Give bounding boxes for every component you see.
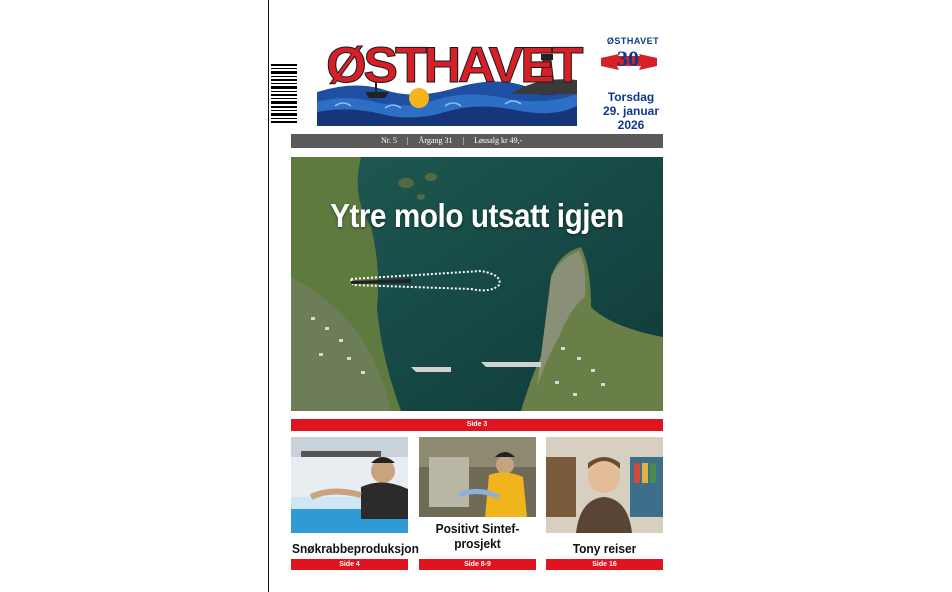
teaser-title-line2: prosjekt	[454, 536, 501, 551]
teaser-page-ref: Side 8-9	[419, 559, 536, 570]
date-year: 2026	[617, 118, 645, 132]
main-story-page-ref: Side 3	[291, 419, 663, 431]
tony-portrait-image	[546, 437, 663, 533]
date-weekday: Torsdag	[607, 90, 655, 104]
snow-crab-worker-image	[291, 437, 408, 533]
badge-text: ØSTHAVET	[606, 36, 660, 46]
teaser-photo	[546, 437, 663, 533]
issue-price: Løssalg kr 49,-	[474, 136, 523, 145]
teaser-title[interactable]	[420, 521, 535, 551]
date-day-month: 29. januar	[602, 104, 660, 118]
teaser-page-ref: Side 16	[546, 559, 663, 570]
teaser-photo	[419, 437, 536, 533]
teaser-sintef-project[interactable]	[419, 437, 536, 573]
barcode	[269, 62, 299, 126]
aerial-harbor-image	[291, 157, 663, 411]
separator: |	[407, 136, 409, 145]
issue-number: Nr. 5	[381, 136, 397, 145]
main-headline[interactable]: Ytre molo utsatt igjen	[330, 197, 624, 234]
separator: |	[462, 136, 465, 145]
masthead	[315, 36, 579, 128]
issue-date	[587, 90, 675, 132]
teaser-photo	[291, 437, 408, 533]
issue-volume: Årgang 31	[418, 136, 453, 145]
badge-number: 30	[617, 46, 639, 71]
fish-processing-image	[419, 437, 536, 517]
teaser-tony[interactable]	[546, 437, 663, 573]
newspaper-front-page	[268, 0, 684, 592]
teaser-title-line1: Positivt Sintef-	[435, 521, 520, 536]
teaser-snow-crab[interactable]	[291, 437, 419, 573]
anniversary-badge	[599, 36, 659, 86]
teaser-page-ref: Side 4	[291, 559, 408, 570]
main-story-photo[interactable]	[291, 157, 663, 411]
teaser-title[interactable]: Tony reiser	[572, 541, 637, 556]
teaser-title[interactable]: Snøkrabbeproduksjon	[292, 541, 419, 556]
masthead-title: ØSTHAVET	[326, 37, 581, 93]
issue-info-bar	[291, 134, 663, 148]
